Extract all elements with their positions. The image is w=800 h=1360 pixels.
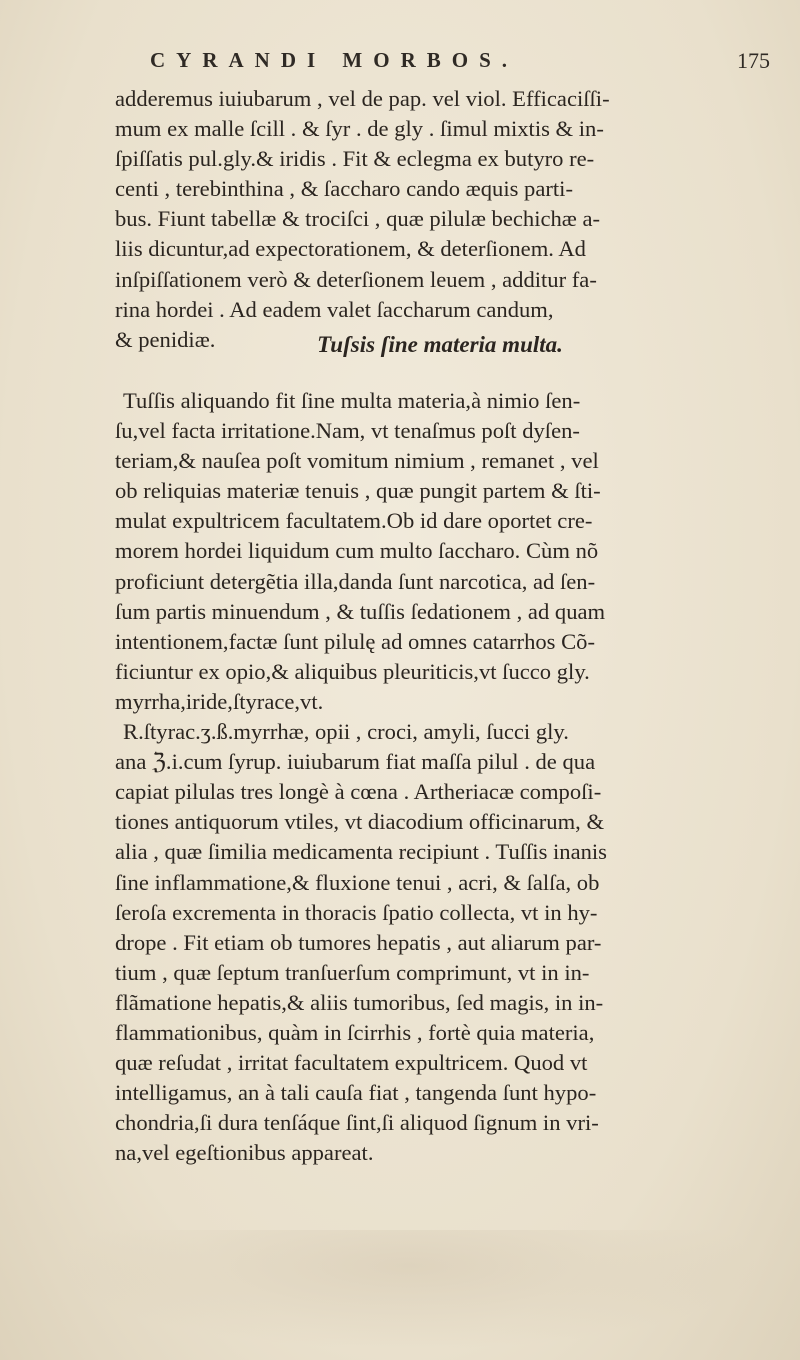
text-line: capiat pilulas tres longè à cœna . Artheriacæ compoſi- [115, 779, 602, 805]
text-line: tiones antiquorum vtiles, vt diacodium officinarum, & [115, 809, 605, 835]
text-line: ob reliquias materiæ tenuis , quæ pungit partem & ſti- [115, 478, 601, 504]
text-line: myrrha,iride,ſtyrace,vt. [115, 688, 324, 714]
text-line: & penidiæ. [115, 326, 216, 352]
text-line: bus. Fiunt tabellæ & trociſci , quæ pilulæ bechichæ a- [115, 206, 601, 232]
text-line: liis dicuntur,ad expectorationem, & deterſionem. Ad [115, 236, 586, 262]
text-line: mulat expultricem facultatem.Ob id dare oportet cre- [115, 508, 593, 534]
text-line: intentionem,factæ ſunt pilulę ad omnes catarrhos Cõ- [115, 628, 595, 654]
text-line: ſeroſa excrementa in thoracis ſpatio collecta, vt in hy- [115, 899, 598, 925]
text-line: tium , quæ ſeptum tranſuerſum comprimunt, vt in in- [115, 959, 590, 985]
text-line: mum ex malle ſcill . & ſyr . de gly . ſimul mixtis & in- [115, 116, 604, 142]
text-line: adderemus iuiubarum , vel de pap. vel viol. Efficaciſſi- [115, 86, 610, 111]
text-line: intelligamus, an à tali cauſa fiat , tangenda ſunt hypo- [115, 1080, 597, 1106]
text-line: quæ reſudat , irritat facultatem expultricem. Quod vt [115, 1050, 588, 1076]
text-line: flãmatione hepatis,& aliis tumoribus, ſed magis, in in- [115, 989, 604, 1015]
text-line: centi , terebinthina , & ſaccharo cando æquis parti- [115, 176, 573, 202]
text-line: ſine inflammatione,& fluxione tenui , acri, & ſalſa, ob [115, 869, 600, 895]
text-line: flammationibus, quàm in ſcirrhis , fortè quia materia, [115, 1019, 595, 1045]
paper-stain [60, 1230, 760, 1350]
text-line: Tuſſis aliquando fit ſine multa materia,à nimio ſen- [123, 388, 581, 413]
page-number: 175 [737, 48, 770, 73]
text-line: ſum partis minuendum , & tuſſis ſedationem , ad quam [115, 598, 606, 624]
text-line: chondria,ſi dura tenſáque ſint,ſi aliquod ſignum in vri- [115, 1110, 599, 1136]
text-line: alia , quæ ſimilia medicamenta recipiunt . Tuſſis inanis [115, 839, 607, 865]
section-body [115, 386, 765, 1168]
running-head: CYRANDI MORBOS. [150, 48, 519, 72]
text-line: proficiunt detergẽtia illa,danda ſunt narcotica, ad ſen- [115, 568, 596, 594]
text-line: ſpiſſatis pul.gly.& iridis . Fit & eclegma ex butyro re- [115, 146, 595, 172]
prescription-line: R.ſtyrac.ʒ.ß.myrrhæ, opii , croci, amyli, ſucci gly. [123, 719, 569, 745]
text-line: teriam,& nauſea poſt vomitum nimium , remanet , vel [115, 448, 599, 474]
text-line: na,vel egeſtionibus appareat. [115, 1140, 374, 1166]
paragraph-continuation [115, 84, 765, 355]
text-line: inſpiſſationem verò & deterſionem leuem , additur fa- [115, 266, 597, 292]
page-header [150, 48, 770, 78]
text-line: ſu,vel facta irritatione.Nam, vt tenaſmus poſt dyſen- [115, 418, 580, 444]
text-line: drope . Fit etiam ob tumores hepatis , aut aliarum par- [115, 929, 602, 955]
text-line: rina hordei . Ad eadem valet ſaccharum candum, [115, 296, 554, 322]
text-line: ficiuntur ex opio,& aliquibus pleuriticis,vt ſucco gly. [115, 658, 590, 684]
section-heading: Tuſsis ſine materia multa. [317, 332, 563, 357]
text-line: ana ℨ.i.cum ſyrup. iuiubarum fiat maſſa pilul . de qua [115, 749, 596, 775]
text-line: morem hordei liquidum cum multo ſaccharo. Cùm nõ [115, 538, 599, 564]
